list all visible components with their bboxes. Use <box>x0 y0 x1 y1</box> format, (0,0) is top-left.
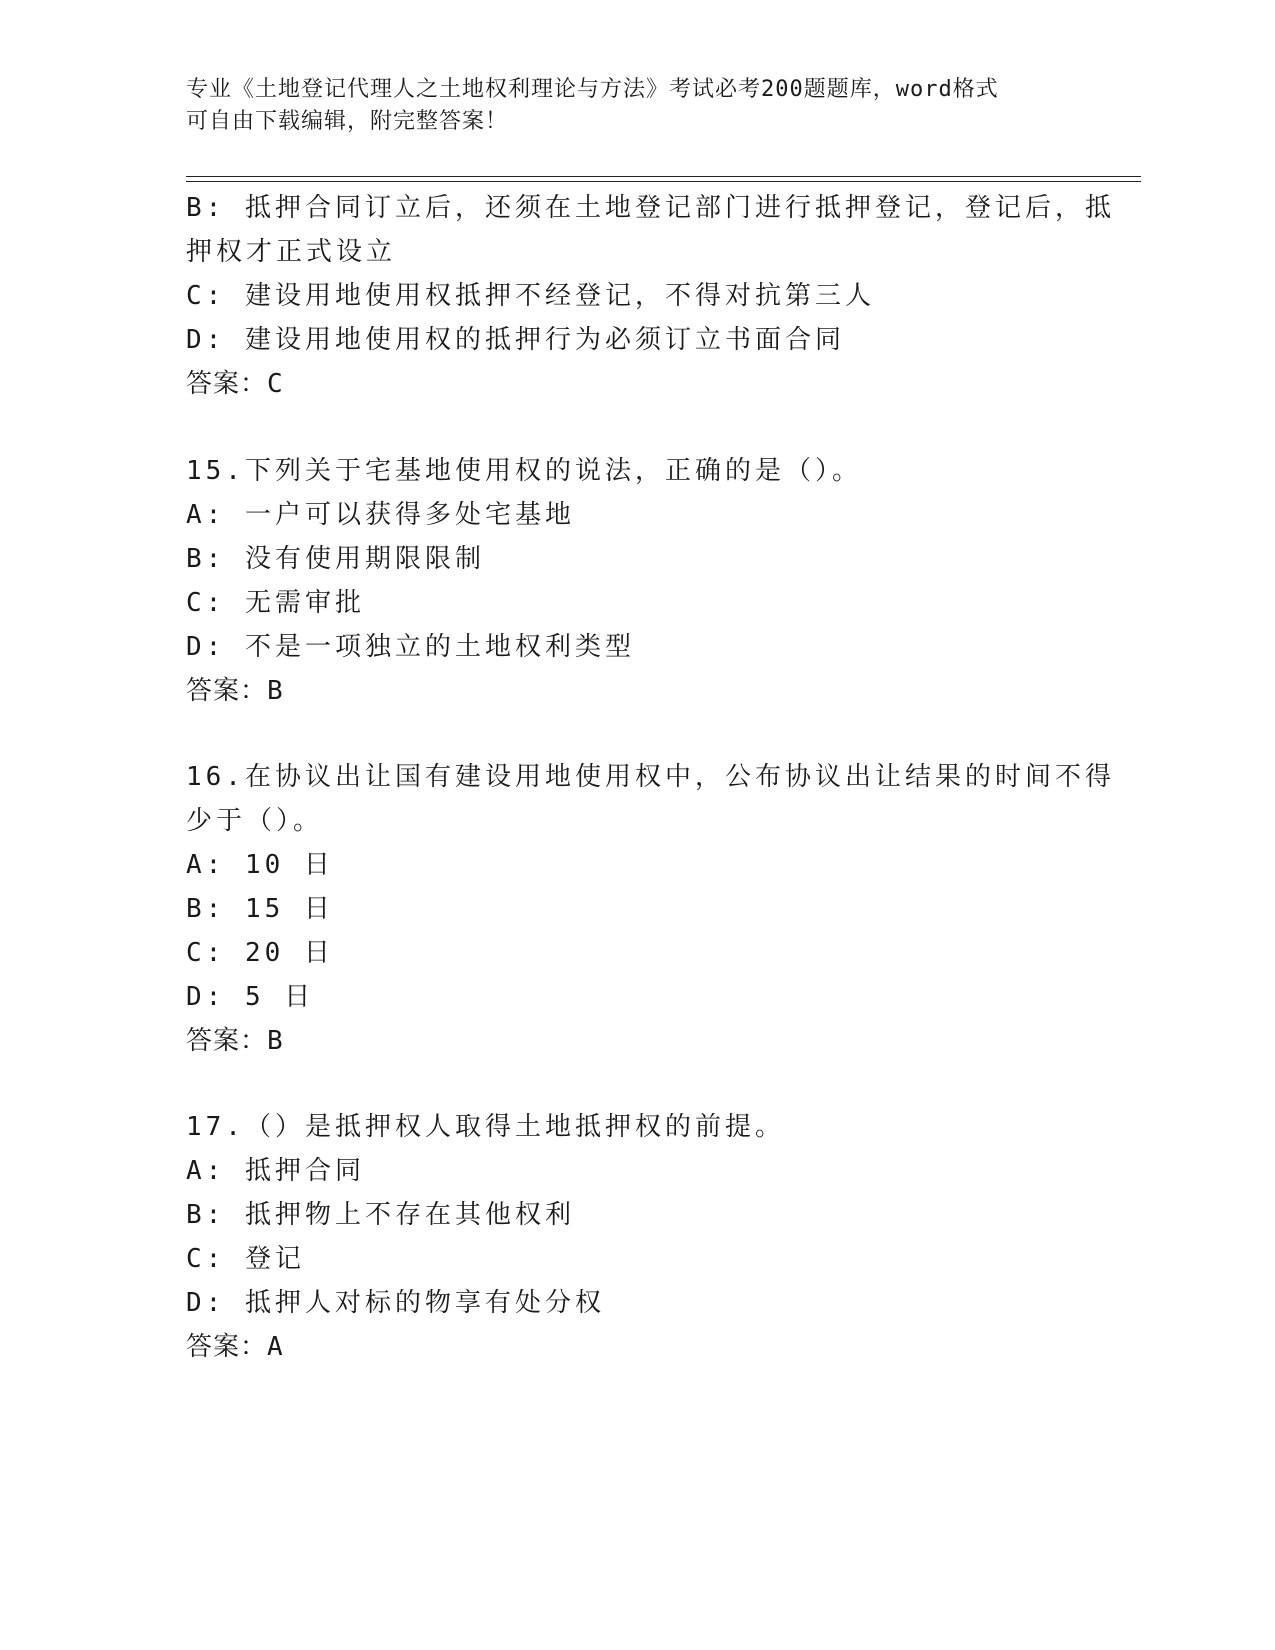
q14-option-b-line-2: 押权才正式设立 <box>186 237 397 267</box>
q17-option-a: A: 抵押合同 <box>186 1156 365 1186</box>
q16-option-c: C: 20 日 <box>186 938 334 968</box>
q16-answer: 答案：B <box>186 1026 284 1056</box>
q17-option-c: C: 登记 <box>186 1244 305 1274</box>
q15-option-d: D: 不是一项独立的土地权利类型 <box>186 632 635 662</box>
q16-option-b: B: 15 日 <box>186 894 334 924</box>
q14-option-b-line-1: B: 抵押合同订立后，还须在土地登记部门进行抵押登记，登记后，抵 <box>186 193 1115 223</box>
q14-answer: 答案：C <box>186 369 284 399</box>
q15-option-b: B: 没有使用期限限制 <box>186 544 485 574</box>
q17-option-b: B: 抵押物上不存在其他权利 <box>186 1200 575 1230</box>
header-divider-top <box>186 176 1141 177</box>
header-divider-bottom <box>186 181 1141 182</box>
q16-option-a: A: 10 日 <box>186 850 334 880</box>
q15-option-c: C: 无需审批 <box>186 588 365 618</box>
header-line-2: 可自由下载编辑，附完整答案！ <box>186 109 509 134</box>
document-header <box>186 74 1086 138</box>
header-line-1: 专业《土地登记代理人之土地权利理论与方法》考试必考200题题库，word格式 <box>186 77 999 102</box>
q14-option-d: D: 建设用地使用权的抵押行为必须订立书面合同 <box>186 325 845 355</box>
q15-answer: 答案：B <box>186 676 284 706</box>
q15-option-a: A: 一户可以获得多处宅基地 <box>186 500 575 530</box>
q17-question: 17.（）是抵押权人取得土地抵押权的前提。 <box>186 1112 785 1142</box>
q14-option-c: C: 建设用地使用权抵押不经登记，不得对抗第三人 <box>186 281 875 311</box>
q16-question-line-1: 16.在协议出让国有建设用地使用权中，公布协议出让结果的时间不得 <box>186 762 1115 792</box>
q15-question: 15.下列关于宅基地使用权的说法，正确的是（）。 <box>186 456 862 486</box>
q16-option-d: D: 5 日 <box>186 982 315 1012</box>
q16-question-line-2: 少于（）。 <box>186 806 324 836</box>
q17-answer: 答案：A <box>186 1332 284 1362</box>
q17-option-d: D: 抵押人对标的物享有处分权 <box>186 1288 605 1318</box>
